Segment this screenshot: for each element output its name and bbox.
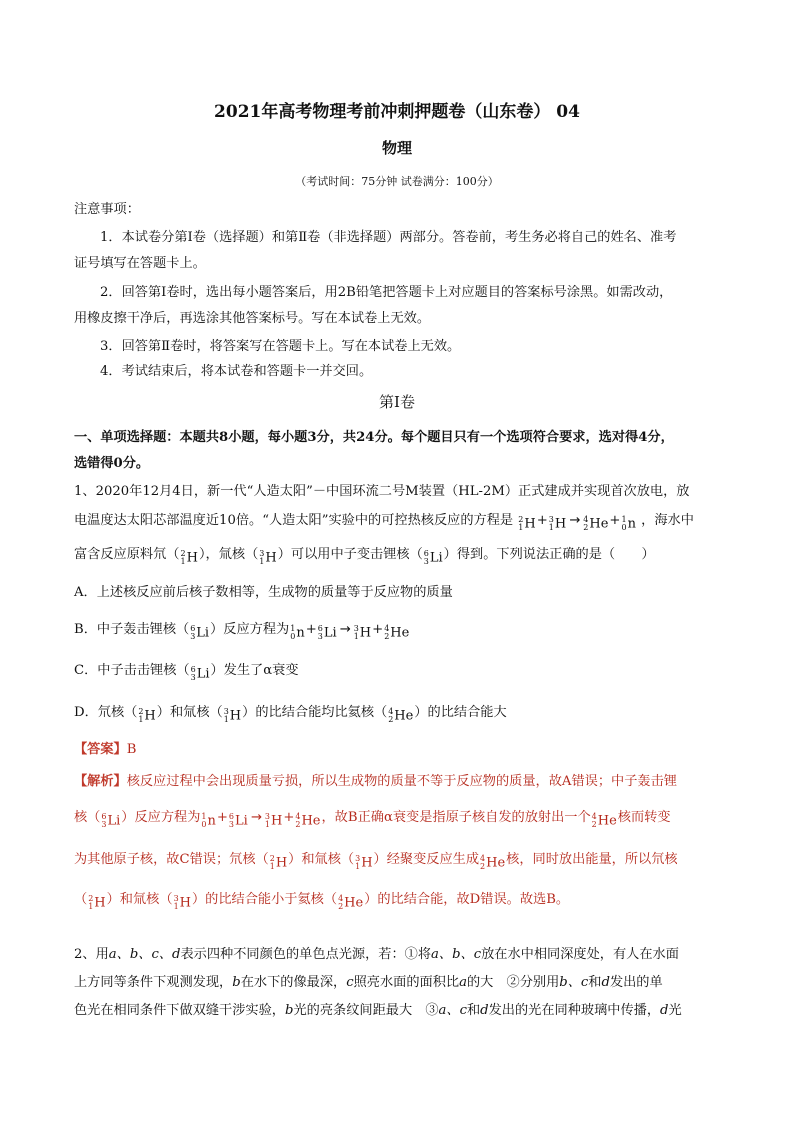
nuclide-he4: 4 2 He [384,623,410,641]
q1-answer [74,740,136,760]
section-title: 第Ⅰ卷 [379,393,415,411]
nuclide-h3: 3 1 H [355,853,373,871]
notice-item-3: 3．回答第Ⅱ卷时，将答案写在答题卡上。写在本试卷上无效。 [100,339,461,354]
plus-sign: + [609,513,621,528]
q1-stem-line1: 1、2020年12月4日，新一代“人造太阳”－中国环流二号M装置（HL-2M）正式建成并实现首次放电，放 [74,484,690,499]
plus-sign: + [536,513,548,528]
nuclide-he4: 4 2 He [583,514,609,532]
q2-stem-line1: 2、用a、b、c、d表示四种不同颜色的单色点光源，若：①将a、b、c放在水中相同深度处，有人在水面 [74,947,679,962]
q1-option-a: A．上述核反应前后核子数相等，生成物的质量等于反应物的质量 [74,585,453,600]
nuclide-h2: 2 1 H [269,853,288,871]
nuclide-h3: 3 1 H [548,514,567,532]
nuclide-he4: 4 2 He [295,811,321,829]
q1-analysis-line3: 为其他原子核，故C错误；氘核（ 2 1 H）和氚核（ 3 1 H）经聚变反应生成 4 2 He核，同时放出能量，所以氘核 [74,852,678,871]
nuclide-h3: 3 1 H [223,706,242,724]
nuclide-li6: 6 3 Li [190,664,210,682]
q2-stem-line2: 上方同等条件下观测发现，b在水下的像最深，c照亮水面的面积比a的大 ②分别用b、c和d发出的单 [74,975,663,990]
nuclide-li6: 6 3 Li [101,811,121,829]
answer-label: 【答案】 [74,742,127,757]
q1-stem-text: ，海水中 [641,513,694,528]
nuclide-li6: 6 3 Li [423,548,443,566]
q2-stem-line3: 色光在相同条件下做双缝干涉实验，b光的亮条纹间距最大 ③a、c和d发出的光在同种玻璃中传播，d光 [74,1003,682,1018]
nuclide-h3: 3 1 H [173,893,191,911]
notice-item-1b: 证号填写在答题卡上。 [74,256,206,271]
analysis-label: 【解析】 [74,774,127,789]
notice-item-2a: 2．回答第Ⅰ卷时，选出每小题答案后，用2B铅笔把答题卡上对应题目的答案标号涂黑。如需改动， [100,285,673,300]
nuclide-li6: 6 3 Li [317,623,337,641]
q1-stem-text: 电温度达太阳芯部温度近10倍。“人造太阳”实验中的可控热核反应的方程是 [74,513,514,528]
nuclide-he4: 4 2 He [591,811,617,829]
q1-analysis-line2: 核（ 6 3 Li）反应方程为 1 0 n+ 6 3 Li → 3 1 H+ 4 2 He，故B正确α衰变是指原子核自发的放射出一个 4 2 He核而转变 [74,810,671,829]
nuclide-h2: 2 1 H [88,893,106,911]
nuclide-h3: 3 1 H [259,548,277,566]
answer-value: B [126,742,137,757]
page-title: 2021年高考物理考前冲刺押题卷（山东卷） 04 [214,102,580,122]
q1-analysis-line1: 【解析】核反应过程中会出现质量亏损，所以生成物的质量不等于反应物的质量，故A错误；中子轰击锂 [74,774,677,789]
nuclide-li6: 6 3 Li [228,811,248,829]
notice-item-4: 4．考试结束后，将本试卷和答题卡一并交回。 [100,364,373,379]
nuclide-h3: 3 1 H [353,623,372,641]
nuclide-he4: 4 2 He [338,893,364,911]
q1-option-c: C．中子击击锂核（ 6 3 Li）发生了α衰变 [74,663,299,682]
nuclide-h2: 2 1 H [138,706,156,724]
exam-info: （考试时间：75分钟 试卷满分：100分） [295,175,499,188]
q1-option-b: B．中子轰击锂核（ 6 3 Li）反应方程为 1 0 n+ 6 3 Li → 3 1 H+ 4 2 He [74,622,410,641]
nuclide-he4: 4 2 He [480,853,506,871]
nuclide-n1: 1 0 n [621,514,636,532]
notice-heading: 注意事项： [74,202,140,217]
q1-stem-line2 [74,511,694,532]
nuclide-h2: 2 1 H [518,514,536,532]
nuclide-he4: 4 2 He [388,706,414,724]
q1-option-d: D．氘核（ 2 1 H）和氚核（ 3 1 H）的比结合能均比氦核（ 4 2 He）的比结合能大 [74,705,507,724]
nuclide-h2: 2 1 H [180,548,198,566]
reaction-arrow: → [569,513,581,528]
section-instruction-a: 一、单项选择题：本题共8小题，每小题3分，共24分。每个题目只有一个选项符合要求，选对得4分， [74,430,674,445]
q1-analysis-line4: （ 2 1 H）和氚核（ 3 1 H）的比结合能小于氦核（ 4 2 He）的比结合能，故D错误。故选B。 [74,892,570,911]
subject-title: 物理 [381,139,412,157]
nuclide-n1: 1 0 n [201,811,216,829]
q1-stem-line3: 富含反应原料氘（ 2 1 H），氚核（ 3 1 H）可以用中子变击锂核（ 6 3 Li）得到。下列说法正确的是（ ） [74,547,655,566]
notice-item-1a: 1．本试卷分第Ⅰ卷（选择题）和第Ⅱ卷（非选择题）两部分。答卷前，考生务必将自己的姓名、准考 [100,230,677,245]
nuclide-n1: 1 0 n [290,623,305,641]
nuclide-h3: 3 1 H [264,811,283,829]
notice-item-2b: 用橡皮擦干净后，再选涂其他答案标号。写在本试卷上无效。 [74,311,431,326]
nuclide-li6: 6 3 Li [190,623,210,641]
section-instruction-b: 选错得0分。 [74,456,150,471]
